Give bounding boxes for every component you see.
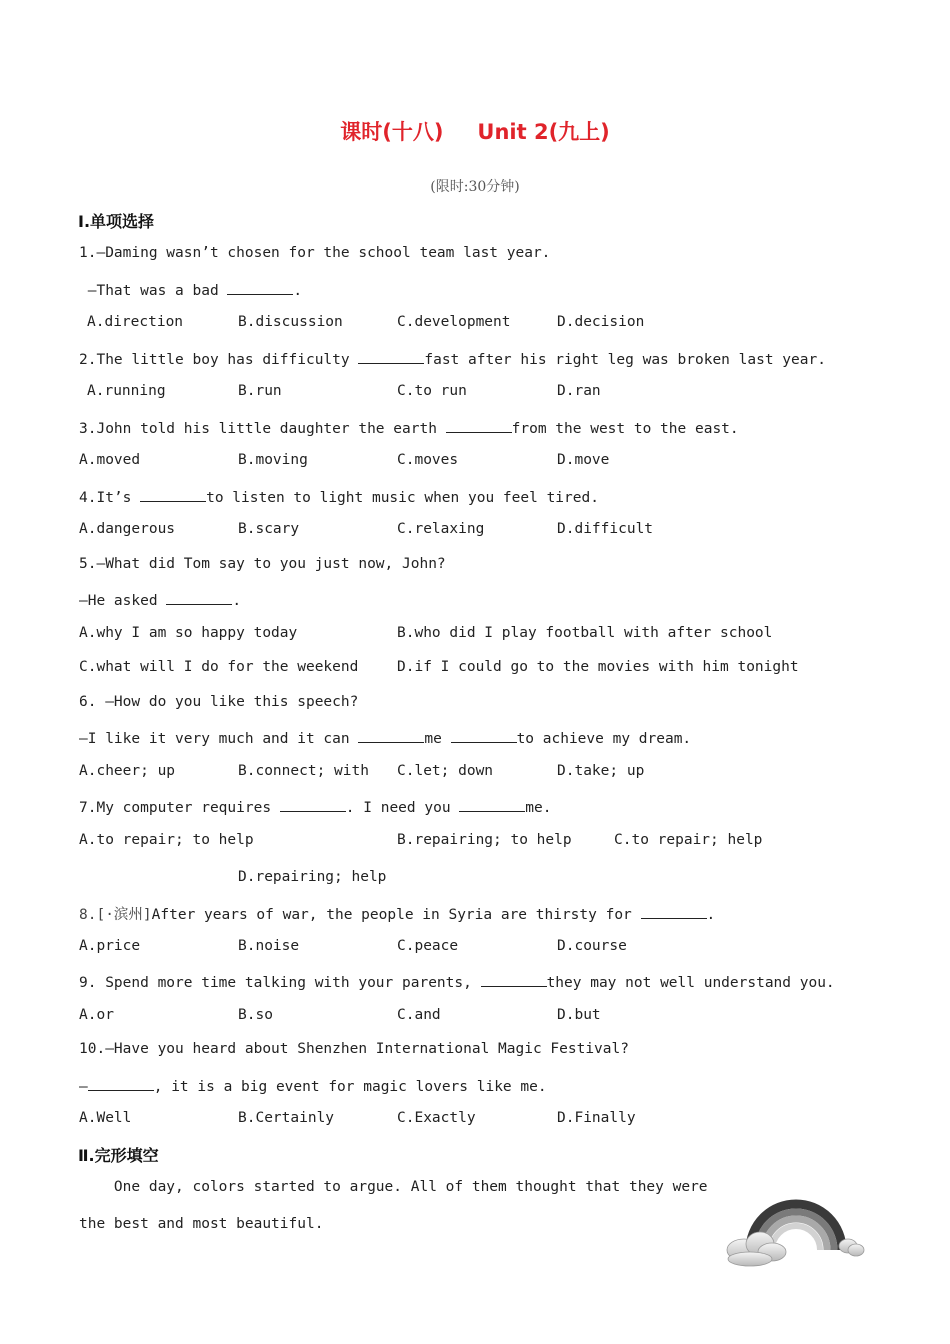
q3-option-b: B.moving (238, 452, 308, 468)
q7-blank-2 (459, 797, 525, 812)
q5-option-a: A.why I am so happy today (79, 625, 298, 641)
q3-stem-post: from the west to the east. (511, 421, 739, 437)
q10-option-a: A.Well (79, 1110, 132, 1126)
q7-stem-pre: 7.My computer requires (79, 800, 280, 816)
q2-option-d: D.ran (557, 383, 601, 399)
q1-option-c: C.development (397, 314, 511, 330)
q4-blank (140, 487, 206, 502)
q9-option-b: B.so (238, 1007, 273, 1023)
q9-stem-post: they may not well understand you. (546, 975, 835, 991)
time-limit: (限时:30分钟) (430, 179, 520, 195)
q10-option-d: D.Finally (557, 1110, 636, 1126)
q8-option-b: B.noise (238, 938, 300, 954)
q7-blank-1 (280, 797, 346, 812)
q4-option-d: D.difficult (557, 521, 654, 537)
q6-answer-post: to achieve my dream. (516, 731, 692, 747)
q8-stem-pre: After years of war, the people in Syria are thirsty for (151, 907, 641, 923)
q9-option-a: A.or (79, 1007, 114, 1023)
q2-stem-pre: 2.The little boy has difficulty (79, 352, 359, 368)
q1-blank (227, 280, 293, 295)
q8-stem (79, 903, 715, 924)
q2-blank (358, 349, 424, 364)
q4-stem-post: to listen to light music when you feel tired. (206, 490, 599, 506)
q10-answer-post: , it is a big event for magic lovers like me. (153, 1079, 547, 1095)
q9-stem-pre: 9. Spend more time talking with your parents, (79, 975, 481, 991)
q7-option-c: C.to repair; help (614, 832, 763, 848)
section-title-cloze: Ⅱ.完形填空 (78, 1146, 159, 1165)
q7-stem-post: me. (525, 800, 552, 816)
q7-stem (79, 797, 552, 816)
page-title (0, 116, 950, 146)
q9-option-c: C.and (397, 1007, 441, 1023)
q3-stem-pre: 3.John told his little daughter the earth (79, 421, 446, 437)
q2-option-c: C.to run (397, 383, 467, 399)
q3-option-d: D.move (557, 452, 610, 468)
q2-stem (79, 349, 826, 368)
q9-blank (481, 972, 547, 987)
cloze-paragraph-line-2: the best and most beautiful. (79, 1216, 324, 1232)
q8-stem-post: . (706, 907, 716, 923)
q3-blank (446, 418, 512, 433)
section-title-multiple-choice: Ⅰ.单项选择 (78, 212, 155, 231)
q10-option-b: B.Certainly (238, 1110, 335, 1126)
q2-option-b: B.run (238, 383, 282, 399)
q6-stem: 6. —How do you like this speech? (79, 694, 359, 710)
q1-answer-line (79, 280, 302, 299)
q1-suffix: . (293, 283, 303, 299)
q4-stem-pre: 4.It’s (79, 490, 141, 506)
q7-option-a: A.to repair; to help (79, 832, 254, 848)
q3-option-a: A.moved (79, 452, 141, 468)
q10-answer-line (79, 1076, 547, 1095)
q6-blank-2 (451, 728, 517, 743)
q4-option-a: A.dangerous (79, 521, 176, 537)
q5-option-d: D.if I could go to the movies with him tonight (397, 659, 799, 675)
q10-stem: 10.—Have you heard about Shenzhen International Magic Festival? (79, 1041, 629, 1057)
q8-option-d: D.course (557, 938, 627, 954)
title-lesson: 课时(十八) (340, 120, 444, 144)
q6-answer-pre: —I like it very much and it can (79, 731, 359, 747)
q5-option-c: C.what will I do for the weekend (79, 659, 359, 675)
q10-blank (88, 1076, 154, 1091)
q1-option-d: D.decision (557, 314, 645, 330)
q3-option-c: C.moves (397, 452, 459, 468)
q6-option-d: D.take; up (557, 763, 645, 779)
q1-option-a: A.direction (87, 314, 184, 330)
q9-option-d: D.but (557, 1007, 601, 1023)
q1-answer-text: —That was a bad (79, 283, 228, 299)
q6-answer-line (79, 728, 691, 747)
q7-option-b: B.repairing; to help (397, 832, 572, 848)
q5-stem: 5.—What did Tom say to you just now, John? (79, 556, 446, 572)
q8-source: 8.[·滨州] (79, 907, 152, 923)
q6-option-c: C.let; down (397, 763, 494, 779)
q9-stem (79, 972, 835, 991)
q5-option-b: B.who did I play football with after school (397, 625, 773, 641)
q8-option-a: A.price (79, 938, 141, 954)
q10-answer-pre: — (79, 1079, 88, 1095)
q6-option-a: A.cheer; up (79, 763, 176, 779)
q5-answer-line (79, 590, 241, 609)
q6-answer-mid: me (424, 731, 451, 747)
q1-stem: 1.—Daming wasn’t chosen for the school team last year. (79, 245, 551, 261)
q7-stem-mid: . I need you (345, 800, 460, 816)
q2-option-a: A.running (87, 383, 166, 399)
q3-stem (79, 418, 739, 437)
q6-blank-1 (358, 728, 424, 743)
q8-option-c: C.peace (397, 938, 459, 954)
q6-option-b: B.connect; with (238, 763, 369, 779)
q7-option-d: D.repairing; help (238, 869, 387, 885)
q5-blank (166, 590, 232, 605)
rainbow-cloud-icon (722, 1180, 867, 1268)
q4-option-b: B.scary (238, 521, 300, 537)
q4-stem (79, 487, 599, 506)
title-unit: Unit 2(九上) (477, 120, 610, 144)
cloze-paragraph-line-1: One day, colors started to argue. All of them thought that they were (79, 1179, 708, 1195)
q1-option-b: B.discussion (238, 314, 343, 330)
q10-option-c: C.Exactly (397, 1110, 476, 1126)
q2-stem-post: fast after his right leg was broken last year. (424, 352, 826, 368)
q5-answer-pre: —He asked (79, 593, 167, 609)
q5-answer-post: . (232, 593, 242, 609)
q4-option-c: C.relaxing (397, 521, 485, 537)
q8-blank (641, 904, 707, 919)
